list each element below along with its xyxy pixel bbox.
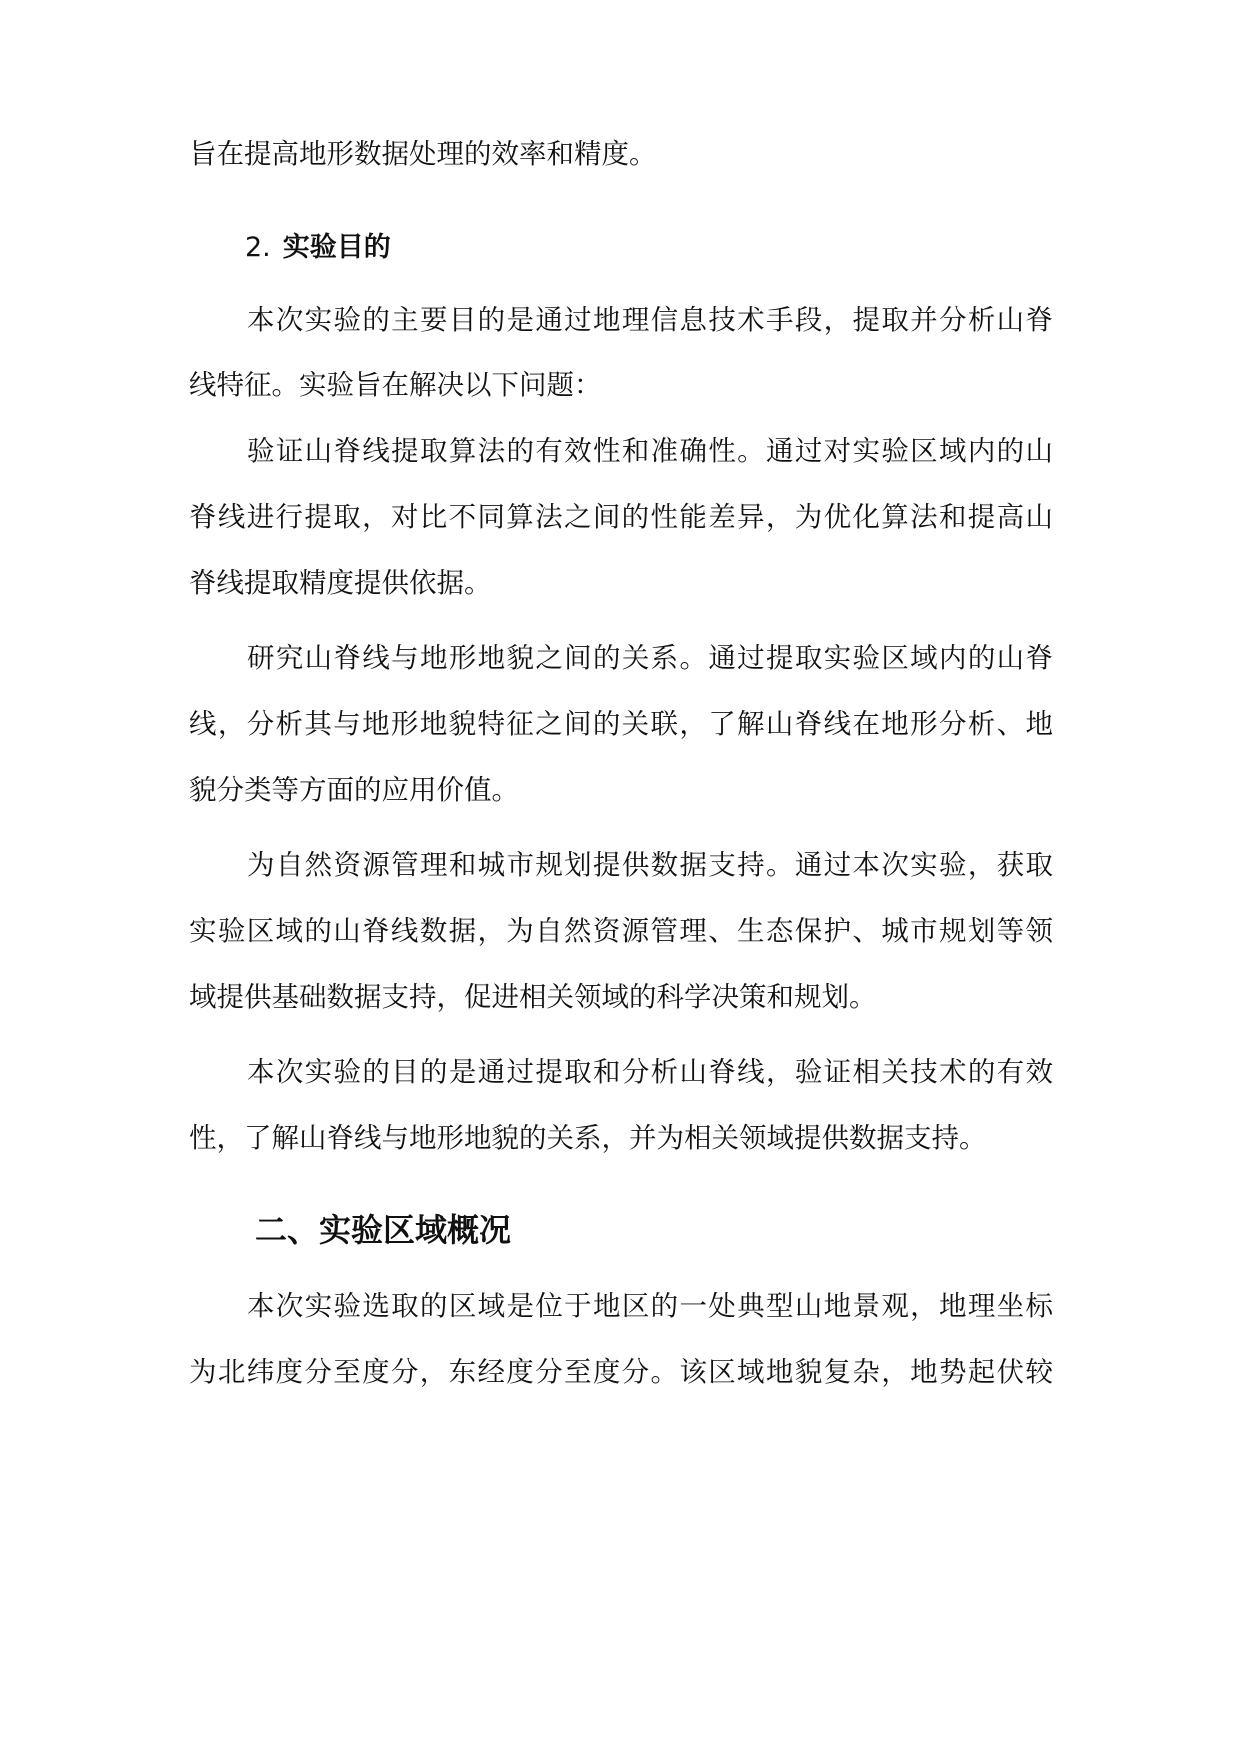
document-page xyxy=(189,0,1053,1754)
paragraph-line: 本次实验的目的是通过提取和分析山脊线，验证相关技术的有效 xyxy=(247,1056,1053,1088)
paragraph-line: 貌分类等方面的应用价值。 xyxy=(189,774,519,806)
intro-line: 旨在提高地形数据处理的效率和精度。 xyxy=(189,138,657,170)
paragraph-line: 验证山脊线提取算法的有效性和准确性。通过对实验区域内的山 xyxy=(247,435,1053,467)
paragraph-line: 线，分析其与地形地貌特征之间的关联，了解山脊线在地形分析、地 xyxy=(189,708,1053,740)
paragraph-line: 本次实验选取的区域是位于地区的一处典型山地景观，地理坐标 xyxy=(247,1290,1053,1322)
section-number: 2. xyxy=(245,232,271,263)
paragraph-line: 为自然资源管理和城市规划提供数据支持。通过本次实验，获取 xyxy=(247,849,1053,881)
section-heading-experiment-purpose xyxy=(245,230,391,266)
paragraph-line: 脊线提取精度提供依据。 xyxy=(189,567,492,599)
paragraph-line: 性，了解山脊线与地形地貌的关系，并为相关领域提供数据支持。 xyxy=(189,1122,987,1154)
paragraph-line: 本次实验的主要目的是通过地理信息技术手段，提取并分析山脊 xyxy=(247,304,1053,336)
paragraph-line: 实验区域的山脊线数据，为自然资源管理、生态保护、城市规划等领 xyxy=(189,915,1053,947)
paragraph-line: 脊线进行提取，对比不同算法之间的性能差异，为优化算法和提高山 xyxy=(189,501,1053,533)
paragraph-line: 为北纬度分至度分，东经度分至度分。该区域地貌复杂，地势起伏较 xyxy=(189,1356,1053,1388)
chapter-heading: 二、实验区域概况 xyxy=(255,1211,512,1249)
paragraph-line: 研究山脊线与地形地貌之间的关系。通过提取实验区域内的山脊 xyxy=(247,642,1053,674)
paragraph-line: 线特征。实验旨在解决以下问题： xyxy=(189,369,602,401)
section-title: 实验目的 xyxy=(282,232,391,263)
paragraph-line: 域提供基础数据支持，促进相关领域的科学决策和规划。 xyxy=(189,981,877,1013)
